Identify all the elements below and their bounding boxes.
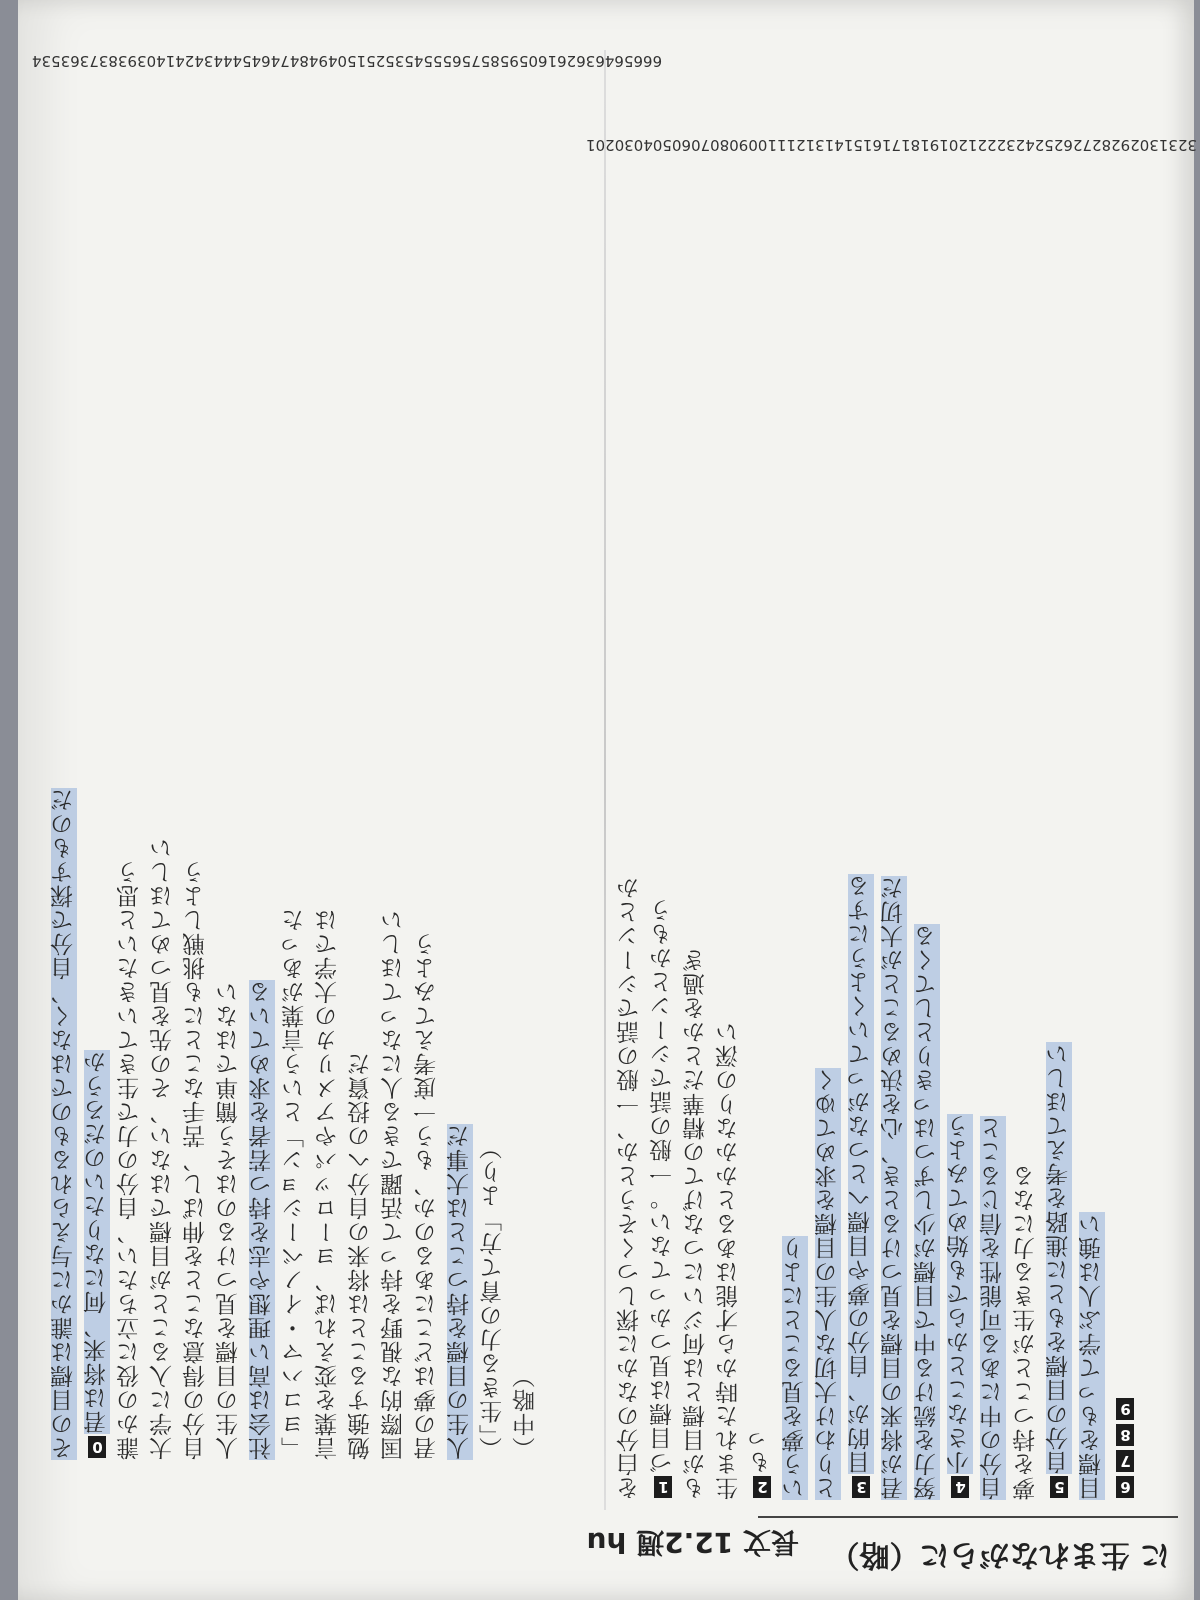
line-number: 16 (872, 136, 892, 154)
text-line (779, 160, 812, 1500)
highlighted-text: 目標をもって学ぶ人は強い (1079, 1212, 1105, 1500)
text-line (444, 120, 477, 1460)
text-line (1076, 160, 1109, 1500)
body-text: 生まれた時から才能はあるとかかなりの深い (716, 1020, 742, 1500)
paragraph-number-badge: 7 (1116, 1450, 1133, 1472)
text-line (81, 120, 114, 1460)
line-number: 42 (184, 52, 204, 70)
body-text: 君の夢はどこにあるのか、もう一度考えてみよう (414, 932, 440, 1460)
line-number: 60 (528, 52, 548, 70)
line-number: 35 (51, 52, 71, 70)
text-line (680, 160, 713, 1500)
text-line (713, 160, 746, 1500)
body-text: 夢を持つことが生きる力になる (1013, 1164, 1039, 1500)
paragraph-number-badge: 4 (951, 1476, 968, 1498)
line-number: 06 (681, 136, 701, 154)
line-number: 22 (986, 136, 1007, 154)
line-number: 53 (394, 52, 414, 70)
text-line (944, 160, 977, 1500)
printed-page (18, 0, 1197, 1600)
line-number: 31 (1158, 136, 1178, 154)
text-line (911, 160, 944, 1500)
body-text: 国際的な視野を持って活躍できる人になってほしい (381, 908, 407, 1460)
text-line (114, 120, 147, 1460)
line-number: 11 (776, 136, 797, 154)
line-number: 46 (261, 52, 281, 70)
line-number: 44 (222, 52, 243, 70)
line-number: 39 (127, 52, 147, 70)
line-number: 58 (490, 52, 510, 70)
line-number: 02 (605, 136, 625, 154)
line-number: 23 (1006, 136, 1026, 154)
body-text: もが目標とは何ジいにつなげての精華だとかを過ぎ (683, 948, 709, 1500)
text-line (312, 120, 345, 1460)
highlighted-text: 社会は高い理想や志を持つ若者を求めている (249, 980, 275, 1460)
line-number: 65 (623, 52, 643, 70)
line-number: 04 (643, 136, 663, 154)
text-line (279, 120, 312, 1460)
highlighted-text: 人生の目標を持つことは大事だ (447, 1124, 473, 1460)
paragraph-number-badge: 1 (654, 1476, 671, 1498)
highlighted-text: 努力を続ける中で目標が少しずつはっきりとしてくる (914, 924, 940, 1500)
line-number: 25 (1044, 136, 1064, 154)
line-number: 21 (967, 136, 987, 154)
line-numbers-right (586, 136, 1197, 154)
text-line (48, 120, 81, 1460)
line-number: 20 (948, 136, 968, 154)
highlighted-text: 自分の中にある可能性を信じること (980, 1116, 1006, 1500)
highlighted-text: とりわけ大切な人生の目標を求めてゆく (815, 1068, 841, 1500)
line-number: 26 (1063, 136, 1083, 154)
text-line (411, 120, 444, 1460)
body-text: もっ (749, 1426, 775, 1474)
line-number: 05 (662, 136, 682, 154)
body-text: 言葉を変えれば、ヨーロッパやアメリカの大学では (315, 908, 341, 1460)
page-title: に 生まれながらに（略） (829, 1537, 1170, 1572)
line-number: 40 (146, 52, 166, 70)
line-number: 59 (509, 52, 529, 70)
line-number: 15 (853, 136, 873, 154)
line-number: 18 (910, 136, 930, 154)
upside-down-page (18, 0, 1197, 1600)
text-line (213, 120, 246, 1460)
line-number: 61 (547, 52, 567, 70)
line-number: 24 (1025, 136, 1045, 154)
text-line (477, 120, 510, 1460)
text-line (378, 120, 411, 1460)
text-line (345, 120, 378, 1460)
text-line (647, 160, 680, 1500)
text-line (147, 120, 180, 1460)
line-number: 30 (1139, 136, 1159, 154)
paragraph-number-badge: 8 (1116, 1424, 1133, 1446)
text-line (977, 160, 1010, 1500)
line-number: 49 (318, 52, 338, 70)
line-number: 63 (585, 52, 605, 70)
source-note: （中略） (513, 1364, 539, 1460)
line-number: 10 (757, 136, 777, 154)
line-number: 51 (356, 52, 376, 70)
body-text: 勉強することは将来の自分への投資だ (348, 1052, 374, 1460)
left-text-column (48, 120, 588, 1460)
line-number: 66 (643, 52, 663, 70)
body-text: 大学に入ることが目標ではない、その先を見つめてほしい (150, 836, 176, 1460)
paragraph-number-badge: 6 (1116, 1476, 1133, 1498)
line-number: 29 (1120, 136, 1140, 154)
text-line (180, 120, 213, 1460)
line-number: 55 (432, 52, 453, 70)
paragraph-number-badge: 9 (1116, 1398, 1133, 1420)
line-number: 32 (1177, 136, 1197, 154)
highlighted-text: その目標は誰かに与えられるものではなく、自分で探すものだ (51, 788, 77, 1460)
paragraph-number-badge: 5 (1050, 1476, 1067, 1498)
line-number: 12 (796, 136, 816, 154)
line-number: 54 (413, 52, 433, 70)
line-number: 01 (586, 136, 606, 154)
text-line (1043, 160, 1076, 1500)
line-number: 36 (70, 52, 90, 70)
section-heading: 長文 12.2週 hu (586, 1526, 799, 1559)
text-line (878, 160, 911, 1500)
line-number: 19 (929, 136, 949, 154)
header-rule (758, 1516, 1178, 1518)
highlighted-text: 小さなことからでも始めてみよう (947, 1114, 973, 1474)
line-number: 14 (834, 136, 854, 154)
body-text: 「ヨコハマ・イノベーション」という言葉があった (282, 908, 308, 1460)
highlighted-text: 目的が、自分の夢や目標へとつながっていくようにする (848, 874, 874, 1474)
text-line (614, 160, 647, 1500)
body-text: を白分のなかに探しつくそうとか、一般の話でシーンとか (617, 876, 643, 1500)
line-number: 41 (165, 52, 185, 70)
line-number: 43 (203, 52, 223, 70)
paragraph-number-badge: 2 (753, 1476, 770, 1498)
line-number: 56 (452, 52, 472, 70)
highlighted-text: 君が将来の目標を見つけるとき、心を決めることが大切だ (881, 876, 907, 1500)
line-number: 07 (700, 136, 720, 154)
body-text: 誰かの役に立ちたい、自分の力で生きていきたいと思う (117, 860, 143, 1460)
line-number: 03 (624, 136, 644, 154)
line-number: 34 (32, 52, 52, 70)
highlighted-text: いう夢を見ることにより (782, 1236, 808, 1500)
line-number: 64 (604, 52, 624, 70)
paragraph-number-badge: 3 (852, 1476, 869, 1498)
line-number: 08 (719, 136, 739, 154)
highlighted-text: 自分の目標をもとに進路を考えてほしい (1046, 1042, 1072, 1474)
right-text-column (614, 160, 1174, 1500)
text-line (246, 120, 279, 1460)
line-numbers-left (32, 52, 663, 70)
body-text: 自分の得意なことを伸ばし、苦手なことにも挑戦しよう (183, 860, 209, 1460)
line-number: 13 (815, 136, 835, 154)
line-number: 09 (738, 136, 758, 154)
text-line (845, 160, 878, 1500)
line-number: 17 (891, 136, 911, 154)
line-number: 28 (1101, 136, 1121, 154)
highlighted-text: 君は将来、何になりたいのだろうか (84, 1050, 110, 1434)
line-number: 50 (337, 52, 357, 70)
line-number: 57 (471, 52, 491, 70)
paragraph-number-badge: 0 (88, 1436, 105, 1458)
page-fold (604, 50, 606, 1510)
line-number: 38 (108, 52, 128, 70)
line-number: 52 (375, 52, 395, 70)
body-text: （「生きる力の育て方」より） (480, 1135, 506, 1460)
text-line (1010, 160, 1043, 1500)
line-number: 62 (566, 52, 586, 70)
text-line (812, 160, 845, 1500)
body-text: づ目標は見つかってない。一般の話でシーンとかもう (650, 898, 676, 1474)
line-number: 27 (1082, 136, 1102, 154)
line-number: 37 (89, 52, 109, 70)
text-line (746, 160, 779, 1500)
line-number: 48 (299, 52, 319, 70)
line-number: 45 (242, 52, 262, 70)
line-number: 47 (280, 52, 300, 70)
body-text: 人生の目標を見つけるのはそう簡単ではない (216, 980, 242, 1460)
